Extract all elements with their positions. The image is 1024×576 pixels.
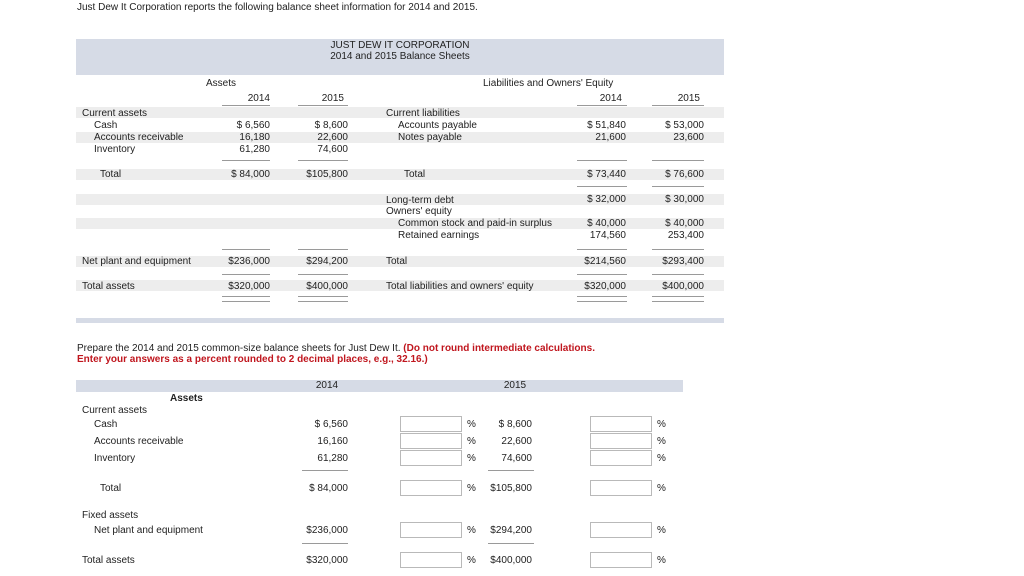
year-header: 2015: [321, 93, 344, 104]
ltd-2014: $ 32,000: [587, 194, 626, 205]
sheet-subtitle: 2014 and 2015 Balance Sheets: [330, 51, 470, 62]
row-label: Net plant and equipment: [94, 525, 203, 536]
oe-total-2015: $293,400: [662, 256, 704, 267]
ltd-2015: $ 30,000: [665, 194, 704, 205]
row-label: Inventory: [94, 453, 136, 464]
total-le-2015: $400,000: [662, 281, 704, 292]
ca-total-2015: $105,800: [306, 169, 348, 180]
cl-total-2014: $ 73,440: [587, 169, 626, 180]
inventory-label: Inventory: [94, 144, 136, 155]
percent-sign: %: [467, 525, 476, 536]
answer-fixed-assets: Fixed assets: [82, 510, 139, 521]
row-value-2014: $320,000: [306, 555, 348, 566]
cash-2015-percent-input[interactable]: [590, 416, 652, 432]
company-name: JUST DEW IT CORPORATION: [330, 40, 470, 51]
ca-total-2015-percent-input[interactable]: [590, 480, 652, 496]
ar-2014: 16,180: [239, 132, 270, 143]
year-header: 2014: [247, 93, 270, 104]
percent-sign: %: [467, 453, 476, 464]
total-assets-2014: $320,000: [228, 281, 270, 292]
row-value-2015: $105,800: [490, 483, 532, 494]
percent-sign: %: [657, 555, 666, 566]
percent-sign: %: [657, 525, 666, 536]
npe-2014-percent-input[interactable]: [400, 522, 462, 538]
row-value-2014: $ 84,000: [309, 483, 348, 494]
cash-2014: $ 6,560: [236, 120, 270, 131]
percent-sign: %: [467, 419, 476, 430]
row-value-2014: $ 6,560: [314, 419, 348, 430]
intro-text: Just Dew It Corporation reports the following balance sheet information for 2014 and 2015.: [77, 2, 478, 13]
ap-2014: $ 51,840: [587, 120, 626, 131]
total-assets-label: Total assets: [82, 281, 135, 292]
cl-total-2015: $ 76,600: [665, 169, 704, 180]
percent-sign: %: [657, 436, 666, 447]
re-2015: 253,400: [667, 230, 704, 241]
oe-label: Owners' equity: [386, 206, 452, 217]
current-liabilities-label: Current liabilities: [386, 108, 460, 119]
instructions-plain: Prepare the 2014 and 2015 common-size balance sheets for Just Dew It.: [77, 343, 401, 354]
npe-2015: $294,200: [306, 256, 348, 267]
total-assets-2014-percent-input[interactable]: [400, 552, 462, 568]
row-value-2015: 74,600: [501, 453, 532, 464]
npe-2015-percent-input[interactable]: [590, 522, 652, 538]
assets-header: Assets: [206, 78, 237, 89]
row-label: Total: [100, 483, 122, 494]
np-label: Notes payable: [398, 132, 462, 143]
ca-total-2014: $ 84,000: [231, 169, 270, 180]
re-2014: 174,560: [589, 230, 626, 241]
total-assets-2015-percent-input[interactable]: [590, 552, 652, 568]
current-assets-label: Current assets: [82, 108, 148, 119]
total-assets-2015: $400,000: [306, 281, 348, 292]
oe-total-2014: $214,560: [584, 256, 626, 267]
total-le-2014: $320,000: [584, 281, 626, 292]
liabilities-header: Liabilities and Owners' Equity: [483, 78, 614, 89]
row-value-2014: 61,280: [317, 453, 348, 464]
np-2015: 23,600: [673, 132, 704, 143]
ar-2015-percent-input[interactable]: [590, 433, 652, 449]
cs-label: Common stock and paid-in surplus: [398, 218, 552, 229]
re-label: Retained earnings: [398, 230, 480, 241]
inventory-2014-percent-input[interactable]: [400, 450, 462, 466]
ar-2014-percent-input[interactable]: [400, 433, 462, 449]
answer-year-2015: 2015: [503, 380, 527, 391]
percent-sign: %: [467, 555, 476, 566]
percent-sign: %: [657, 483, 666, 494]
row-label: Cash: [94, 419, 118, 430]
ap-2015: $ 53,000: [665, 120, 704, 131]
npe-label: Net plant and equipment: [82, 256, 191, 267]
year-header: 2014: [599, 93, 622, 104]
npe-2014: $236,000: [228, 256, 270, 267]
ltd-label: Long-term debt: [386, 195, 454, 206]
cs-2015: $ 40,000: [665, 218, 704, 229]
answer-current-assets: Current assets: [82, 405, 148, 416]
cs-2014: $ 40,000: [587, 218, 626, 229]
ar-2015: 22,600: [317, 132, 348, 143]
row-value-2014: $236,000: [306, 525, 348, 536]
percent-sign: %: [657, 419, 666, 430]
row-value-2015: $294,200: [490, 525, 532, 536]
answer-assets-heading: Assets: [170, 393, 203, 404]
cash-2015: $ 8,600: [314, 120, 348, 131]
cash-2014-percent-input[interactable]: [400, 416, 462, 432]
ca-total-label: Total: [100, 169, 122, 180]
percent-sign: %: [657, 453, 666, 464]
row-label: Accounts receivable: [94, 436, 184, 447]
row-label: Total assets: [82, 555, 135, 566]
row-value-2015: $400,000: [490, 555, 532, 566]
cl-total-label: Total: [404, 169, 426, 180]
row-value-2015: $ 8,600: [498, 419, 532, 430]
sheet-footer-band: [76, 318, 724, 323]
instructions: [77, 343, 597, 365]
row-value-2014: 16,160: [317, 436, 348, 447]
inventory-2015-percent-input[interactable]: [590, 450, 652, 466]
ca-total-2014-percent-input[interactable]: [400, 480, 462, 496]
instructions-note: (Do not round intermediate calculations. Enter your answers as a percent rounded to 2 decimal places, e.g., 32.16.): [77, 343, 595, 365]
inventory-2015: 74,600: [317, 144, 348, 155]
cash-label: Cash: [94, 120, 118, 131]
answer-header-band: [76, 380, 683, 392]
total-le-label: Total liabilities and owners' equity: [386, 281, 534, 292]
ar-label: Accounts receivable: [94, 132, 184, 143]
inventory-2014: 61,280: [239, 144, 270, 155]
row-value-2015: 22,600: [501, 436, 532, 447]
percent-sign: %: [467, 436, 476, 447]
percent-sign: %: [467, 483, 476, 494]
year-header: 2015: [677, 93, 700, 104]
np-2014: 21,600: [595, 132, 626, 143]
oe-total-label: Total: [386, 256, 408, 267]
ap-label: Accounts payable: [398, 120, 477, 131]
answer-year-2014: 2014: [315, 380, 339, 391]
